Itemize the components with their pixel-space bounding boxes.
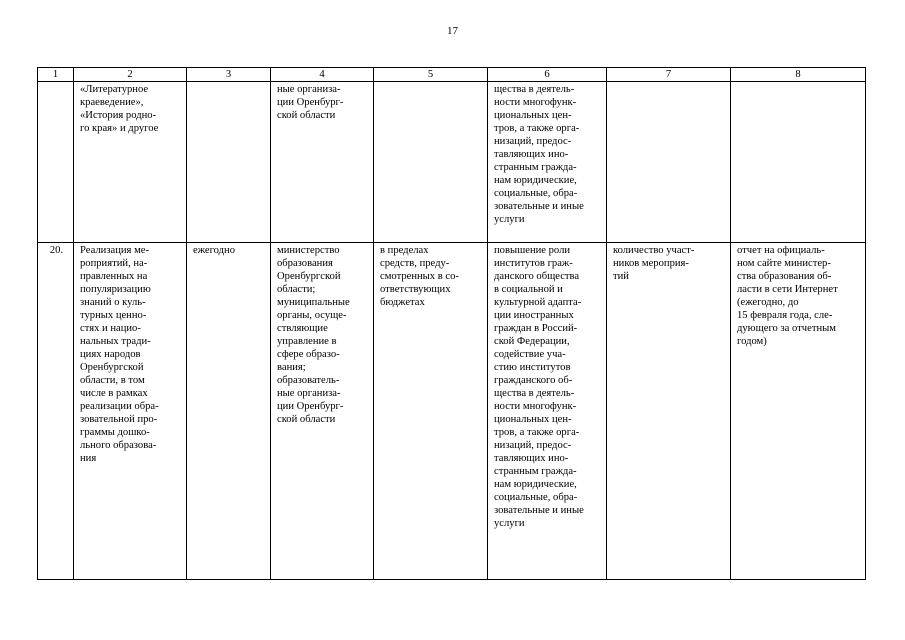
table-row bbox=[38, 82, 866, 243]
column-header: 4 bbox=[271, 68, 374, 82]
column-header: 6 bbox=[488, 68, 607, 82]
table-cell bbox=[374, 82, 488, 243]
column-header: 2 bbox=[74, 68, 187, 82]
table-cell: ные организа- ции Оренбург- ской области bbox=[271, 82, 374, 243]
table-header-row bbox=[38, 68, 866, 82]
table-cell: ежегодно bbox=[187, 243, 271, 580]
table-cell: Реализация ме- роприятий, на- правленных на популяризацию знаний о куль- турных ценно- стях и нацио- нальных тради- циях народов Оренбургской области, в том числе в рамках реализации обра- зовательной про- граммы дошко- льного образова- ния bbox=[74, 243, 187, 580]
column-header: 3 bbox=[187, 68, 271, 82]
column-header: 5 bbox=[374, 68, 488, 82]
table-cell: в пределах средств, преду- смотренных в со- ответствующих бюджетах bbox=[374, 243, 488, 580]
table-cell: отчет на официаль- ном сайте министер- ства образования об- ласти в сети Интернет (ежегодно, до 15 февраля года, сле- дующего за отчетным годом) bbox=[731, 243, 866, 580]
column-header: 1 bbox=[38, 68, 74, 82]
column-header: 7 bbox=[607, 68, 731, 82]
table-cell: 20. bbox=[38, 243, 74, 580]
measures-table bbox=[37, 67, 866, 580]
table-row bbox=[38, 243, 866, 580]
table-cell: количество участ- ников мероприя- тий bbox=[607, 243, 731, 580]
table-cell: «Литературное краеведение», «История родно- го края» и другое bbox=[74, 82, 187, 243]
column-header: 8 bbox=[731, 68, 866, 82]
table-cell: повышение роли институтов граж- данского общества в социальной и культурной адапта- ции иностранных граждан в Россий- ской Федерации, содействие уча- стию институтов гражданского об- щества в деятель- ности многофунк- циональных цен- тров, а также орга- низаций, предос- тавляющих ино- странным гражда- нам юридические, социальные, обра- зовательные и иные услуги bbox=[488, 243, 607, 580]
table-cell bbox=[607, 82, 731, 243]
table-cell: щества в деятель- ности многофунк- циональных цен- тров, а также орга- низаций, предос- тавляющих ино- странным гражда- нам юридические, социальные, обра- зовательные и иные услуги bbox=[488, 82, 607, 243]
page-number: 17 bbox=[447, 25, 458, 37]
table-cell bbox=[38, 82, 74, 243]
table-cell: министерство образования Оренбургской области; муниципальные органы, осуще- ствляющие управление в сфере образо- вания; образователь- ные организа- ции Оренбург- ской области bbox=[271, 243, 374, 580]
table-cell bbox=[187, 82, 271, 243]
table-cell bbox=[731, 82, 866, 243]
